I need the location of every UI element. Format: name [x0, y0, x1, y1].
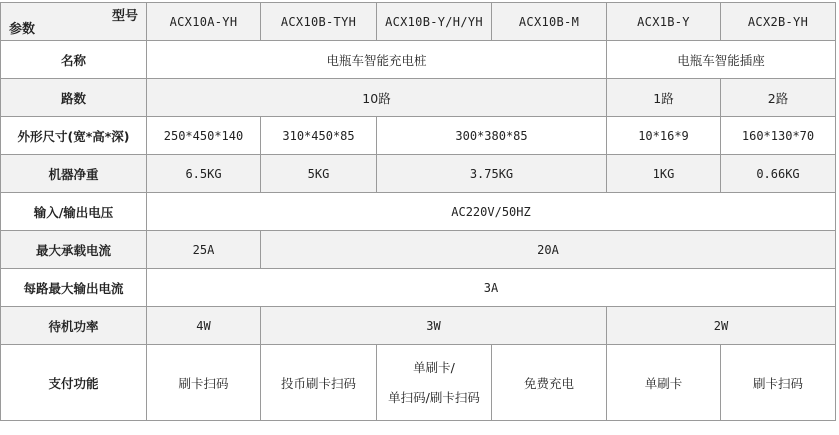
cell-channels-one: 1路: [607, 79, 721, 117]
row-label-standby-power: 待机功率: [1, 307, 147, 345]
row-max-output-per-channel: [1, 269, 836, 307]
cell-standby-acx10b: 3W: [261, 307, 607, 345]
cell-weight-acx10b-tyh: 5KG: [261, 155, 377, 193]
row-label-voltage: 输入/输出电压: [1, 193, 147, 231]
cell-weight-acx2b: 0.66KG: [721, 155, 836, 193]
cell-payment-acx1b: 单刷卡: [607, 345, 721, 421]
row-channels: [1, 79, 836, 117]
cell-payment-acx10b-yhyh: [377, 345, 492, 421]
cell-max-load-acx10a: 25A: [147, 231, 261, 269]
model-header-acx10a-yh: ACX10A-YH: [147, 3, 261, 41]
cell-weight-acx10a: 6.5KG: [147, 155, 261, 193]
cell-weight-acx10b-other: 3.75KG: [377, 155, 607, 193]
row-voltage: [1, 193, 836, 231]
cell-dimensions-acx1b: 10*16*9: [607, 117, 721, 155]
cell-dimensions-acx2b: 160*130*70: [721, 117, 836, 155]
row-max-load-current: [1, 231, 836, 269]
row-label-max-output: 每路最大输出电流: [1, 269, 147, 307]
cell-channels-two: 2路: [721, 79, 836, 117]
cell-max-load-others: 20A: [261, 231, 836, 269]
row-standby-power: [1, 307, 836, 345]
header-corner-cell: [1, 3, 147, 41]
row-label-channels: 路数: [1, 79, 147, 117]
row-label-max-load-current: 最大承载电流: [1, 231, 147, 269]
corner-model-label: 型号: [111, 9, 138, 24]
corner-param-label: 参数: [9, 22, 36, 37]
row-label-name: 名称: [1, 41, 147, 79]
model-header-acx10b-yhyh: ACX10B-Y/H/YH: [377, 3, 492, 41]
row-label-net-weight: 机器净重: [1, 155, 147, 193]
cell-payment-acx2b: 刷卡扫码: [721, 345, 836, 421]
cell-channels-ten: 10路: [147, 79, 607, 117]
model-header-acx1b-y: ACX1B-Y: [607, 3, 721, 41]
row-label-payment: 支付功能: [1, 345, 147, 421]
model-header-acx10b-m: ACX10B-M: [492, 3, 607, 41]
row-name: [1, 41, 836, 79]
payment-line-scan-card: 单扫码/刷卡扫码: [388, 389, 480, 405]
cell-payment-acx10b-m: 免费充电: [492, 345, 607, 421]
cell-dimensions-acx10b-other: 300*380*85: [377, 117, 607, 155]
row-label-dimensions: 外形尺寸(宽*高*深): [1, 117, 147, 155]
cell-dimensions-acx10b-tyh: 310*450*85: [261, 117, 377, 155]
cell-standby-sockets: 2W: [607, 307, 836, 345]
product-spec-table: [0, 2, 836, 421]
cell-max-output-all: 3A: [147, 269, 836, 307]
cell-name-socket: 电瓶车智能插座: [607, 41, 836, 79]
cell-dimensions-acx10a: 250*450*140: [147, 117, 261, 155]
cell-name-charging-pile: 电瓶车智能充电桩: [147, 41, 607, 79]
model-header-acx10b-tyh: ACX10B-TYH: [261, 3, 377, 41]
cell-standby-acx10a: 4W: [147, 307, 261, 345]
row-net-weight: [1, 155, 836, 193]
row-payment: [1, 345, 836, 421]
row-dimensions: [1, 117, 836, 155]
cell-weight-acx1b: 1KG: [607, 155, 721, 193]
model-header-acx2b-yh: ACX2B-YH: [721, 3, 836, 41]
cell-payment-acx10b-tyh: 投币刷卡扫码: [261, 345, 377, 421]
cell-voltage-all: AC220V/50HZ: [147, 193, 836, 231]
payment-line-single-card: 单刷卡/: [413, 359, 455, 375]
header-row: [1, 3, 836, 41]
cell-payment-acx10a: 刷卡扫码: [147, 345, 261, 421]
